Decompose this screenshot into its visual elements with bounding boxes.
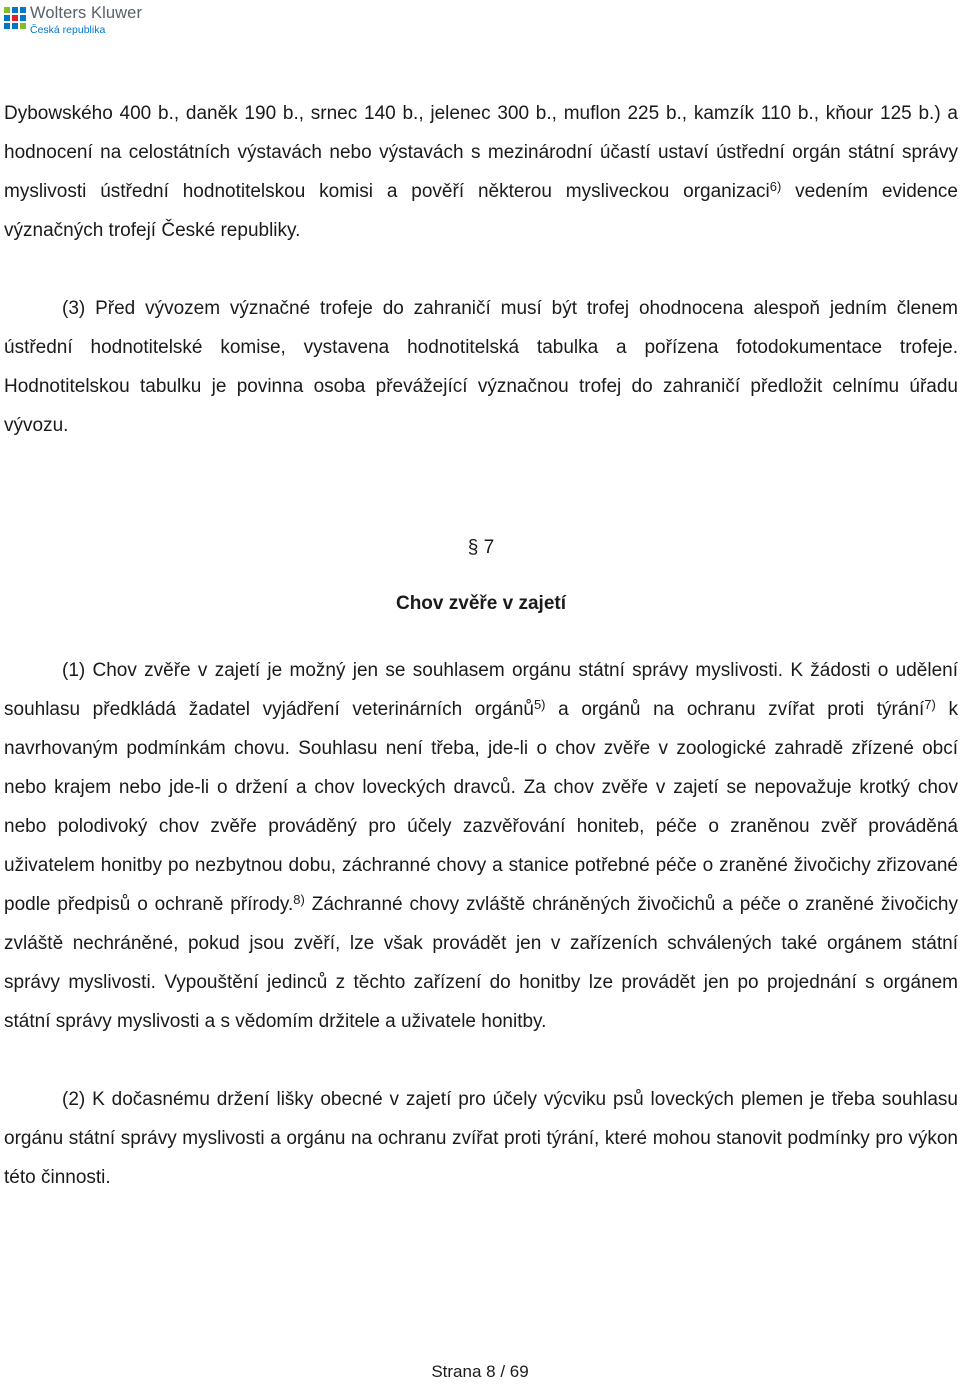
paragraph-text: a orgánů na ochranu zvířat proti týrání bbox=[545, 699, 925, 720]
footnote-ref: 8) bbox=[293, 892, 305, 907]
footnote-ref: 6) bbox=[769, 179, 782, 194]
footnote-ref: 7) bbox=[924, 697, 936, 712]
subsection-1 bbox=[4, 651, 958, 1041]
paragraph-text: Záchranné chovy zvláště chráněných živočichů a péče o zraněné živočichy zvláště nechráněné, pokud jsou zvěří, lze však provádět jen v zařízeních schválených také orgánem státní správy myslivosti. Vypouštění jedinců z těchto zařízení do honitby lze provádět jen po projednání s orgánem státní správy myslivosti a s vědomím držitele a uživatele honitby. bbox=[4, 894, 959, 1032]
paragraph-intro bbox=[4, 94, 958, 250]
logo-name: Wolters Kluwer bbox=[30, 4, 143, 22]
footnote-ref: 5) bbox=[533, 697, 546, 712]
logo-subtitle: Česká republika bbox=[30, 24, 106, 36]
paragraph-text: Dybowského 400 b., daněk 190 b., srnec 140 b., jelenec 300 b., muflon 225 b., kamzík 110 b., kňour 125 b.) a hodnocení na celostátních výstavách nebo výstavách s mezinárodní účastí ustaví ústřední orgán státní správy myslivosti ústřední hodnotitelskou komisi a pověří některou mysliveckou organizaci bbox=[4, 103, 958, 202]
paragraph-text: k navrhovaným podmínkám chovu. Souhlasu není třeba, jde-li o chov zvěře v zoologické zahradě zřízené obcí nebo krajem nebo jde-li o držení a chov loveckých dravců. Za chov zvěře v zajetí se nepovažuje krotký chov nebo polodivoký chov zvěře prováděný pro účely zazvěřování honiteb, péče o zraněnou zvěř prováděná uživatelem honitby po nezbytnou dobu, záchranné chovy a stanice potřebné péče o zraněné živočichy zřizované podle předpisů o ochraně přírody. bbox=[4, 699, 958, 915]
paragraph-3: (3) Před vývozem význačné trofeje do zahraničí musí být trofej ohodnocena alespoň jedním členem ústřední hodnotitelské komise, vystavena hodnotitelská tabulka a pořízena fotodokumentace trofeje. Hodnotitelskou tabulku je povinna osoba převážející význačnou trofej do zahraničí předložit celnímu úřadu vývozu. bbox=[4, 298, 958, 436]
paragraph-text: vedením evidence význačných trofejí České republiky. bbox=[4, 181, 958, 241]
document-body bbox=[4, 94, 958, 1197]
section-title: Chov zvěře v zajetí bbox=[395, 593, 567, 614]
paragraph-text: (1) Chov zvěře v zajetí je možný jen se souhlasem orgánu státní správy myslivosti. K žádosti o udělení souhlasu předkládá žadatel vyjádření veterinárních orgánů bbox=[4, 660, 958, 720]
section-number: § 7 bbox=[467, 537, 495, 558]
subsection-2: (2) K dočasnému držení lišky obecné v zajetí pro účely výcviku psů loveckých plemen je třeba souhlasu orgánu státní správy myslivosti a orgánu na ochranu zvířat proti týrání, které mohou stanovit podmínky pro výkon této činnosti. bbox=[4, 1089, 958, 1188]
page-number: Strana 8 / 69 bbox=[431, 1362, 529, 1381]
wolters-kluwer-logo-icon bbox=[4, 7, 26, 29]
